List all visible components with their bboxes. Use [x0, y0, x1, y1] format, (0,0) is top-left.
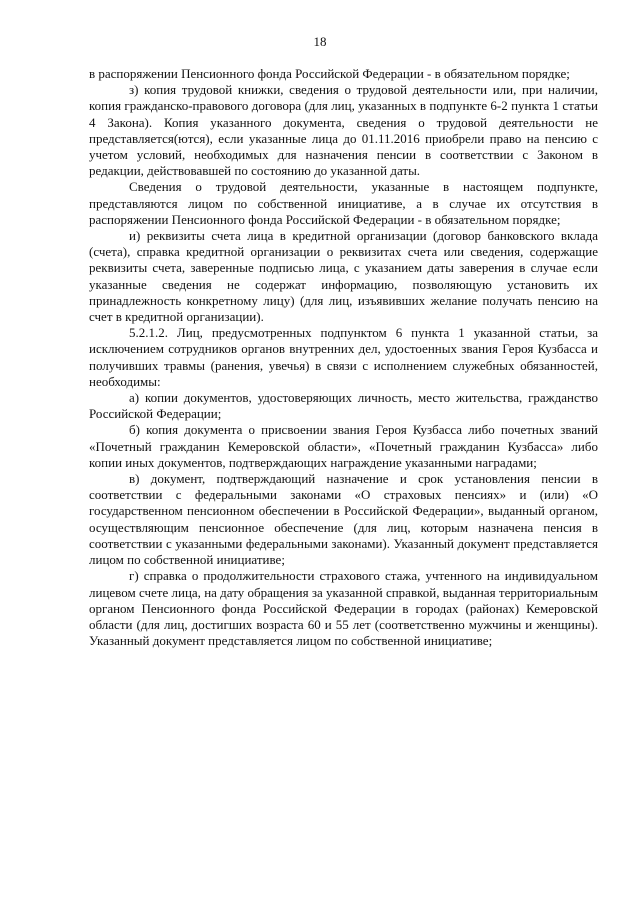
page-number: 18 [313, 34, 327, 49]
paragraph-a-identity-docs: а) копии документов, удостоверяющих личность, место жительства, гражданство Российской Федерации; [89, 390, 598, 422]
paragraph-b-title-docs: б) копия документа о присвоении звания Героя Кузбасса либо почетных званий «Почетный гражданин Кемеровской области», «Почетный гражданин Кузбасса» либо копии иных документов, подтверждающих награждение указанными наградами; [89, 422, 598, 470]
paragraph-i-bank-details: и) реквизиты счета лица в кредитной организации (договор банковского вклада (счета), справка кредитной организации о реквизитах счета или сведения, содержащие реквизиты счета, заверенные подписью лица, с указанием даты заверения в случае если указанные сведения не содержат информацию, позволяющую установить их принадлежность конкретному лицу) (для лиц, изъявивших желание получать пенсию на счет в кредитной организации). [89, 228, 598, 325]
paragraph-v-pension-doc: в) документ, подтверждающий назначение и срок установления пенсии в соответствии с федеральными законами «О страховых пенсиях» и (или) «О государственном пенсионном обеспечении в Российской Федерации», выданный органом, осуществляющим пенсионное обеспечение (для лиц, которым назначена пенсия в соответствии с указанными федеральными законами). Указанный документ представляется лицом по собственной инициативе; [89, 471, 598, 568]
paragraph-z-work-book: з) копия трудовой книжки, сведения о трудовой деятельности или, при наличии, копия гражданско-правового договора (для лиц, указанных в подпункте 6-2 пункта 1 статьи 4 Закона). Копия указанного документа, сведения о трудовой деятельности не представляется(ются), если указанные лица до 01.11.2016 приобрели право на пенсию с учетом условий, необходимых для назначения пенсии в соответствии с Законом в редакции, действовавшей по состоянию до указанной даты. [89, 82, 598, 179]
paragraph-g-insurance-record: г) справка о продолжительности страхового стажа, учтенного на индивидуальном лицевом счете лица, на дату обращения за указанной справкой, выданная территориальным органом Пенсионного фонда Российской Федерации в городах (районах) Кемеровской области (для лиц, достигших возраста 60 и 55 лет (соответственно мужчины и женщины). Указанный документ представляется лицом по собственной инициативе; [89, 568, 598, 649]
paragraph-work-info: Сведения о трудовой деятельности, указанные в настоящем подпункте, представляются лицом по собственной инициативе, а в случае их отсутствия в распоряжении Пенсионного фонда Российской Федерации - в обязательном порядке; [89, 179, 598, 227]
paragraph-continuation: в распоряжении Пенсионного фонда Российской Федерации - в обязательном порядке; [89, 66, 570, 81]
document-body [89, 66, 598, 649]
paragraph-5-2-1-2: 5.2.1.2. Лиц, предусмотренных подпунктом 6 пункта 1 указанной статьи, за исключением сотрудников органов внутренних дел, удостоенных звания Героя Кузбасса и получивших травмы (ранения, увечья) в связи с исполнением служебных обязанностей, необходимы: [89, 325, 598, 389]
